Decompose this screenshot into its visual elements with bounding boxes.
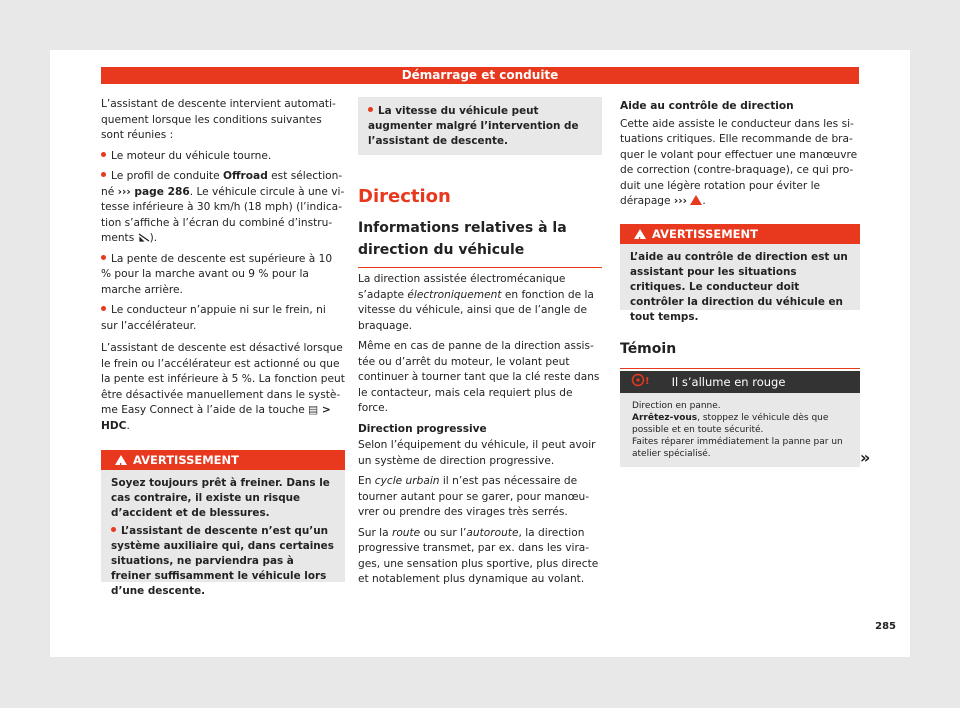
lamp-header [620,371,860,393]
temoin-section [620,338,860,369]
warning-body: Soyez toujours prêt à freiner. Dans le cas contraire, il existe un risque d’accident et de blessures. L’assistant de descente n’est qu’un système auxiliaire qui, dans certaines situations, ne parviendra pas à freiner suffisamment le véhicule lors d’une descente. [111,477,334,597]
lamp-title: Il s’allume en rouge [671,375,786,389]
steering-aid-heading: Aide au contrôle de direction [620,100,794,112]
svg-text:!: ! [645,375,650,387]
descent-assist-icon [138,232,150,242]
section-subtitle: Témoin [620,341,677,357]
warning-box-descent [101,450,345,597]
column-3 [620,99,860,215]
warning-triangle-icon [115,455,127,465]
paragraph: Selon l’équipement du véhicule, il peut avoir un système de direction progressive. [358,439,596,467]
bullet-dot [101,152,106,157]
intro-paragraph: L’assistant de descente intervient automatiquement lorsque les conditions suivantes sont réunies : [101,98,336,141]
warning-box-steering [620,224,860,323]
warning-header: !AVERTISSEMENT [101,450,345,470]
list-item: L’assistant de descente n’est qu’un système auxiliaire qui, dans certaines situations, ne parviendra pas à freiner suffisamment le véhicule lors d’une descente. [111,525,334,597]
list-item: La pente de descente est supérieure à 10 % pour la marche avant ou 9 % pour la marche arrière. [101,252,333,296]
paragraph: Cette aide assiste le conducteur dans les situations critiques. Elle recommande de braquer le volant pour effectuer une manœuvre de correction (contre-braquage), ce qui produit une légère rotation pour éviter le dérapage ››› ! . [620,117,860,210]
page-reference-link[interactable]: ››› page 286 [117,185,190,198]
steering-warning-icon [620,372,660,394]
column-2 [358,272,602,593]
car-menu-icon: ▤ [308,404,319,416]
warning-triangle-icon [634,229,646,239]
bullet-dot [111,527,116,532]
lamp-description: Direction en panne. Arrêtez-vous, stoppez le véhicule dès que possible et en toute sécurité. Faites réparer immédiatement la panne par un atelier spécialisé. [620,393,860,467]
bullet-dot [101,172,106,177]
warning-header: !AVERTISSEMENT [620,224,860,244]
bullet-dot [101,306,106,311]
warning-reference-link[interactable]: ››› [673,195,688,207]
paragraph: Même en cas de panne de la direction assistée ou d’arrêt du moteur, le volant peut continuer à tourner tant que la clé reste dans le contacteur, mais cela requiert plus de force. [358,340,600,414]
deactivation-paragraph: L’assistant de descente est désactivé lorsque le frein ou l’accélérateur est actionné ou que la pente est inférieure à 5 %. La fonction peut être désactivée manuellement dans le système Easy Connect à l’aide de la touche ▤ > HDC. [101,342,345,432]
section-title: Direction [358,186,451,207]
paragraph: En cycle urbain il n’est pas nécessaire de tourner autant pour se garer, pour manœuvrer ou prendre des virages très serrés. [358,475,590,518]
warning-continued-box: La vitesse du véhicule peut augmenter malgré l’intervention de l’assistant de descente. [358,97,602,155]
warning-body: L’aide au contrôle de direction est un assistant pour les situations critiques. Le conducteur doit contrôler la direction du véhicule en tout temps. [630,251,848,323]
direction-section [358,186,602,268]
paragraph: Sur la route ou sur l’autoroute, la direction progressive transmet, par ex. dans les virages, une sensation plus sportive, plus directe et notablement plus dynamique au volant. [358,526,599,585]
progressive-steering-heading: Direction progressive [358,422,487,435]
section-subtitle: Informations relatives à la direction du véhicule [358,220,567,258]
warning-triangle-icon [690,195,702,205]
bullet-dot [101,255,106,260]
list-item: Le profil de conduite Offroad est sélectionné ››› page 286. Le véhicule circule à une vitesse inférieure à 30 km/h (18 mph) (l’indication s’affiche à l’écran du combiné d’instruments ). [101,170,345,244]
bullet-dot [368,107,373,112]
divider [620,368,860,369]
page-number: 285 [875,621,896,632]
divider [358,267,602,268]
column-1 [101,97,345,439]
page-header: Démarrage et conduite [101,67,859,84]
list-item: Le conducteur n’appuie ni sur le frein, ni sur l’accélérateur. [101,304,326,332]
paragraph: La direction assistée électromécanique s’adapte électroniquement en fonction de la vitesse du véhicule, ainsi que de l’angle de braquage. [358,273,594,332]
list-item: Le moteur du véhicule tourne. [101,149,345,165]
continue-mark: » [860,448,871,467]
indicator-lamp-table [620,371,860,467]
